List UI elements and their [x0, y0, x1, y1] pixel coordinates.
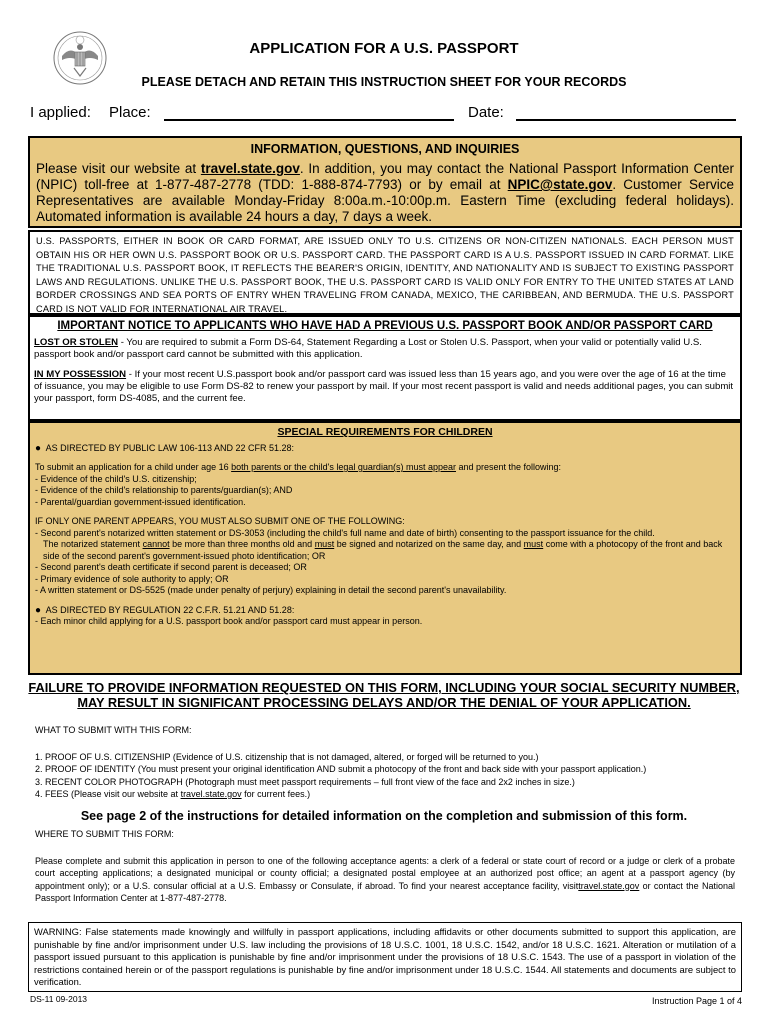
list-item: - Second parent's death certificate if second parent is deceased; OR	[35, 562, 307, 572]
child-intro	[35, 462, 735, 474]
date-label: Date:	[468, 104, 504, 121]
notice-heading: IMPORTANT NOTICE TO APPLICANTS WHO HAVE HAD A PREVIOUS U.S. PASSPORT BOOK AND/OR PASSPORT CARD	[57, 320, 713, 332]
regulation-text: AS DIRECTED BY REGULATION 22 C.F.R. 51.21 AND 51.28:	[45, 604, 295, 615]
page-number: Instruction Page 1 of 4	[651, 996, 742, 1006]
what-to-submit	[35, 724, 735, 801]
evidence-list	[35, 474, 735, 509]
previous-passport-notice	[28, 315, 742, 421]
list-item: - Second parent's notarized written statement or DS-3053 (including the child's full name and date of birth) consenting to the passport issuance for the child.	[35, 527, 655, 538]
submit-heading: WHAT TO SUBMIT WITH THIS FORM:	[35, 725, 192, 735]
website-link[interactable]: travel.state.gov	[200, 161, 300, 176]
lost-stolen-paragraph	[34, 337, 736, 361]
info-text: . In addition, you may contact the National Passport Information Center (NPIC) toll-free at 1-877-487-2778 (TDD: 1-888-874-7793) or by email at	[36, 161, 734, 192]
page-subtitle: PLEASE DETACH AND RETAIN THIS INSTRUCTION SHEET FOR YOUR RECORDS	[141, 75, 627, 89]
intro-text: To submit an application for a child under age 16	[35, 462, 232, 472]
where-text	[35, 855, 735, 905]
false-statement-warning: WARNING: False statements made knowingly and willfully in passport applications, including affidavits or other documents submitted to support this application, are punishable by fine and/or imprisonment under U.S. law including the provisions of 18 U.S.C. 1001, 18 U.S.C. 1542, and/or 18 U.S.C. 1621. Alteration or mutilation of a passport issued pursuant to this application is punishable by fine and/or imprisonment under the provisions of 18 U.S.C. 1543. The use of a passport in violation of the restrictions contained herein or of the passport regulations is punishable by fine and/or imprisonment under 18 U.S.C. 1544. All statements and documents are subject to verification.	[28, 922, 742, 992]
one-parent-heading: IF ONLY ONE PARENT APPEARS, YOU MUST ALSO SUBMIT ONE OF THE FOLLOWING:	[35, 516, 405, 526]
regulation-line	[35, 605, 735, 617]
bullet-dot-icon: ●	[35, 442, 42, 454]
bullet-dot-icon: ●	[35, 604, 42, 616]
failure-line: MAY RESULT IN SIGNIFICANT PROCESSING DELAYS AND/OR THE DENIAL OF YOUR APPLICATION.	[77, 695, 691, 710]
info-heading: INFORMATION, QUESTIONS, AND INQUIRIES	[250, 142, 520, 156]
email-link[interactable]: NPIC@state.gov	[507, 177, 613, 192]
list-item: - Each minor child applying for a U.S. passport book and/or passport card must appear in person.	[35, 616, 423, 626]
children-heading: SPECIAL REQUIREMENTS FOR CHILDREN	[277, 426, 493, 438]
where-heading: WHERE TO SUBMIT THIS FORM:	[35, 829, 174, 839]
list-item: 2. PROOF OF IDENTITY (You must present your original identification AND submit a photocopy of the front and back side with your passport application.)	[35, 764, 647, 774]
possession-text: - If your most recent U.S.passport book and/or passport card was issued less than 15 years ago, and you were over the age of 16 at the time of issuance, you may be eligible to use Form DS-82 to renew your passport by mail. If your most recent passport is valid and needs additional pages, you can submit your passport, form DS-4085, and the current fee.	[34, 369, 734, 404]
where-to-submit	[35, 828, 735, 905]
must-underlined: must	[314, 539, 335, 549]
info-text: . Customer Service Representatives are available Monday-Friday 8:00a.m.-10:00p.m. Eastern Time (excluding federal holidays). Automated information is available 24 hours a day, 7 days a week.	[36, 177, 734, 224]
second-text: be more than three months old and	[169, 539, 315, 549]
children-requirements-panel	[28, 421, 742, 675]
second-text: be signed and notarized on the same day, and	[334, 539, 524, 549]
info-text: Please visit our website at	[36, 161, 201, 176]
cannot-underlined: cannot	[142, 539, 170, 549]
list-item: - Parental/guardian government-issued identification.	[35, 496, 246, 507]
intro-underlined: both parents or the child's legal guardian(s) must appear	[231, 462, 456, 472]
where-body: Please complete and submit this application in person to one of the following acceptance agents: a clerk of a federal or state court of record or a judge or clerk of a probate court accepting applications; a designated municipal or county official; a designated postal employee at an authorized post office; an agent at a passport agency (by appointment only); or a U.S. consular official at a U.S. Embassy or Consulate, if abroad. To find your nearest acceptance facility, visit	[35, 855, 735, 891]
list-item: - Evidence of the child's relationship to parents/guardian(s); AND	[35, 485, 293, 495]
fees-link[interactable]: travel.state.gov	[180, 789, 242, 799]
date-field[interactable]	[516, 119, 736, 121]
applied-label: I applied:	[30, 104, 91, 121]
lost-stolen-text: - You are required to submit a Form DS-64, Statement Regarding a Lost or Stolen U.S. Passport, when your valid or potentially valid U.S. passport book and/or passport card cannot be submitted with this application.	[34, 337, 702, 360]
public-law-text: AS DIRECTED BY PUBLIC LAW 106-113 AND 22 CFR 51.28:	[45, 442, 294, 453]
intro-text: and present the following:	[455, 462, 562, 472]
lost-stolen-label: LOST OR STOLEN	[34, 337, 119, 348]
list-item-continued	[35, 539, 735, 562]
list-item	[35, 788, 735, 801]
failure-warning	[0, 680, 768, 710]
list-item: - Evidence of the child's U.S. citizenship;	[35, 473, 197, 484]
alternatives-list	[35, 562, 735, 597]
form-id: DS-11 09-2013	[30, 994, 88, 1004]
page-title: APPLICATION FOR A U.S. PASSPORT	[249, 40, 519, 57]
list-item: 3. RECENT COLOR PHOTOGRAPH (Photograph must meet passport requirements – full front view of the face and 2x2 inches in size.)	[35, 776, 575, 787]
info-panel	[28, 136, 742, 228]
list-item: 1. PROOF OF U.S. CITIZENSHIP (Evidence of U.S. citizenship that is not damaged, altered, or forged will be returned to you.)	[35, 751, 539, 762]
second-text: come with a photocopy of the front and back side of the second parent's government-issued photo identification; OR	[43, 539, 723, 561]
where-body: or contact the National Passport Information Center at 1-877-487-2778.	[35, 880, 735, 903]
fees-text: for current fees.)	[241, 789, 311, 799]
see-page-2-note: See page 2 of the instructions for detailed information on the completion and submission of this form.	[80, 809, 688, 823]
failure-line: FAILURE TO PROVIDE INFORMATION REQUESTED ON THIS FORM, INCLUDING YOUR SOCIAL SECURITY NUMBER,	[28, 680, 740, 695]
info-body	[36, 161, 734, 225]
place-label: Place:	[109, 104, 151, 121]
acceptance-link[interactable]: travel.state.gov	[578, 880, 640, 891]
must-underlined: must	[523, 539, 544, 549]
second-text: The notarized statement	[43, 539, 143, 549]
citizenship-notice: U.S. PASSPORTS, EITHER IN BOOK OR CARD FORMAT, ARE ISSUED ONLY TO U.S. CITIZENS OR NON-CITIZEN NATIONALS. EACH PERSON MUST OBTAIN HIS OR HER OWN U.S. PASSPORT BOOK OR U.S. PASSPORT CARD. THE PASSPORT CARD IS A U.S. PASSPORT ISSUED IN CARD FORMAT. LIKE THE TRADITIONAL U.S. PASSPORT BOOK, IT REFLECTS THE BEARER'S ORIGIN, IDENTITY, AND NATIONALITY AND IS SUBJECT TO EXISTING PASSPORT LAWS AND REGULATIONS. UNLIKE THE U.S. PASSPORT BOOK, THE U.S. PASSPORT CARD IS VALID ONLY FOR ENTRY TO THE UNITED STATES AT LAND BORDER CROSSINGS AND SEA PORTS OF ENTRY WHEN TRAVELING FROM CANADA, MEXICO, THE CARIBBEAN, AND BERMUDA. THE U.S. PASSPORT CARD IS NOT VALID FOR INTERNATIONAL AIR TRAVEL.	[28, 230, 742, 315]
list-item: - A written statement or DS-5525 (made under penalty of perjury) explaining in detail the second parent's unavailability.	[35, 585, 507, 595]
possession-label: IN MY POSSESSION	[34, 369, 127, 380]
applied-row	[30, 104, 740, 126]
public-law-line	[35, 443, 735, 455]
possession-paragraph	[34, 369, 736, 405]
list-item: - Primary evidence of sole authority to apply; OR	[35, 573, 229, 584]
fees-text: 4. FEES (Please visit our website at	[35, 789, 181, 799]
place-field[interactable]	[164, 119, 454, 121]
